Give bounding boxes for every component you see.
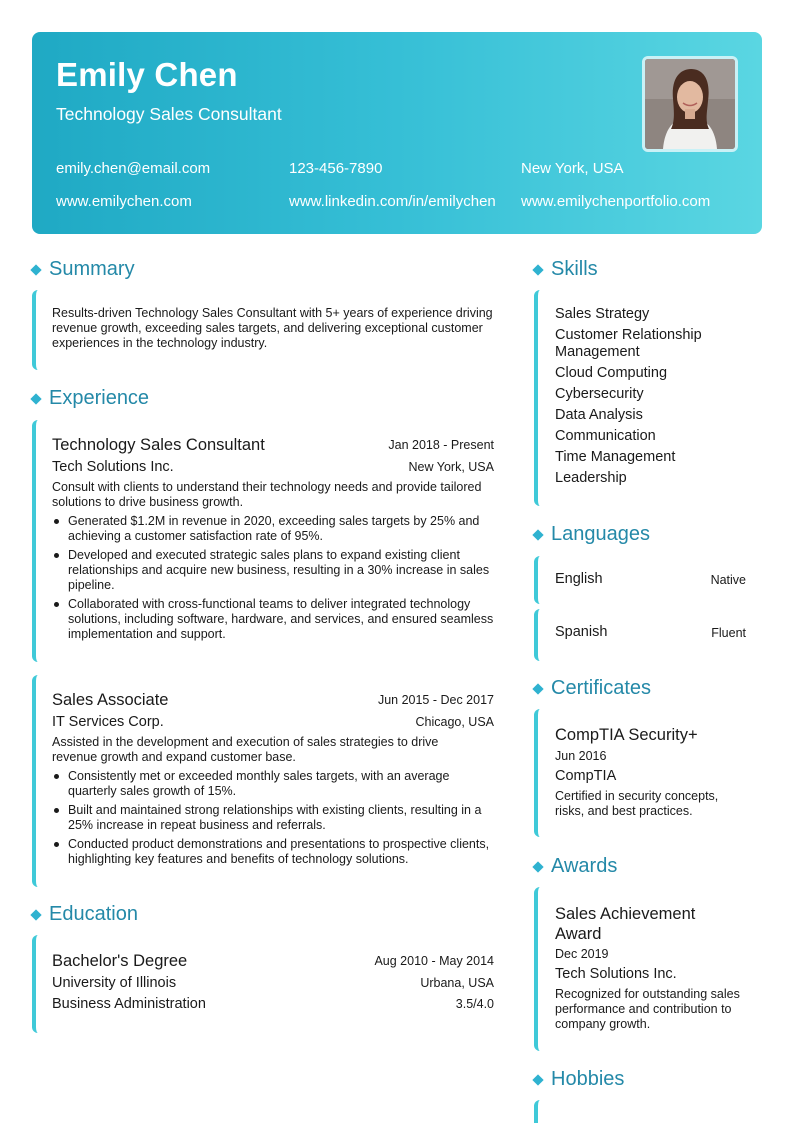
- contact-linkedin[interactable]: www.linkedin.com/in/emilychen: [289, 193, 496, 210]
- education-gpa: 3.5/4.0: [455, 997, 494, 1011]
- job-bullet: Collaborated with cross-functional teams to deliver integrated technology solutions, including software, hardware, and services, and ensured seamless implementation and support.: [52, 597, 498, 642]
- hobbies-block: [534, 1100, 762, 1123]
- header-banner: [32, 32, 762, 234]
- diamond-icon: [532, 529, 543, 540]
- experience-heading: [31, 387, 149, 410]
- certificates-heading-label: Certificates: [551, 677, 652, 699]
- job-description: Assisted in the development and execution of sales strategies to drive revenue growth and expand customer base.: [52, 735, 439, 764]
- diamond-icon: [532, 861, 543, 872]
- candidate-role: Technology Sales Consultant: [56, 104, 282, 124]
- certificates-heading: [533, 677, 651, 700]
- candidate-name: Emily Chen: [56, 56, 238, 93]
- skill-item: Sales Strategy: [555, 306, 650, 322]
- language-name: English: [555, 571, 603, 587]
- diamond-icon: [30, 909, 41, 920]
- skill-item: Data Analysis: [555, 407, 643, 423]
- contact-website[interactable]: www.emilychen.com: [56, 193, 192, 210]
- education-dates: Aug 2010 - May 2014: [374, 954, 494, 968]
- summary-heading: [31, 258, 135, 281]
- contact-phone[interactable]: 123-456-7890: [289, 160, 383, 177]
- job-bullet: Developed and executed strategic sales plans to expand existing client relationships and acquire new business, resulting in a 30% increase in sales pipeline.: [52, 548, 498, 593]
- diamond-icon: [532, 683, 543, 694]
- award-issuer: Tech Solutions Inc.: [555, 966, 677, 982]
- certificate-description: Certified in security concepts, risks, and best practices.: [555, 789, 719, 818]
- language-level: Native: [710, 573, 746, 587]
- contact-location: New York, USA: [521, 160, 624, 177]
- certificate-name: CompTIA Security+: [555, 726, 698, 744]
- summary-text: Results-driven Technology Sales Consultant with 5+ years of experience driving revenue growth, exceeding sales targets, and delivering exceptional customer experiences in the technology industry.: [52, 306, 493, 350]
- education-heading: [31, 903, 138, 926]
- award-date: Dec 2019: [555, 947, 609, 961]
- diamond-icon: [30, 393, 41, 404]
- education-field: Business Administration: [52, 996, 206, 1012]
- award-name: Sales Achievement Award: [555, 905, 696, 943]
- skill-item: Communication: [555, 428, 656, 444]
- diamond-icon: [30, 264, 41, 275]
- language-name: Spanish: [555, 624, 608, 640]
- job-location: New York, USA: [408, 460, 494, 474]
- hobbies-heading-label: Hobbies: [551, 1068, 625, 1090]
- job-bullet: Consistently met or exceeded monthly sales targets, with an average quarterly sales growth of 15%.: [52, 769, 498, 799]
- certificate-issuer: CompTIA: [555, 768, 617, 784]
- language-level: Fluent: [711, 626, 746, 640]
- summary-heading-label: Summary: [49, 258, 135, 280]
- experience-heading-label: Experience: [49, 387, 150, 409]
- job-location: Chicago, USA: [415, 715, 494, 729]
- awards-heading: [533, 855, 617, 878]
- skill-item: Time Management: [555, 449, 676, 465]
- job-title: Sales Associate: [52, 691, 169, 709]
- job-bullet: Generated $1.2M in revenue in 2020, exceeding sales targets by 25% and achieving a customer satisfaction rate of 95%.: [52, 514, 498, 544]
- contact-email[interactable]: emily.chen@email.com: [56, 160, 211, 177]
- skills-heading-label: Skills: [551, 258, 598, 280]
- skill-item: Cloud Computing: [555, 365, 668, 381]
- hobbies-heading: [533, 1068, 624, 1091]
- job-dates: Jun 2015 - Dec 2017: [377, 693, 494, 707]
- job-dates: Jan 2018 - Present: [388, 438, 494, 452]
- job-company: IT Services Corp.: [52, 714, 164, 730]
- education-heading-label: Education: [49, 903, 138, 925]
- awards-heading-label: Awards: [551, 855, 618, 877]
- job-description: Consult with clients to understand their technology needs and provide tailored solutions to drive business growth.: [52, 480, 482, 509]
- diamond-icon: [532, 1074, 543, 1085]
- job-company: Tech Solutions Inc.: [52, 459, 174, 475]
- skill-item: Leadership: [555, 470, 627, 486]
- skill-item: Customer Relationship Management: [555, 327, 702, 360]
- education-location: Urbana, USA: [420, 976, 494, 990]
- job-bullet: Conducted product demonstrations and presentations to prospective clients, highlighting key features and benefits of technology solutions.: [52, 837, 498, 867]
- languages-heading-label: Languages: [551, 523, 650, 545]
- diamond-icon: [532, 264, 543, 275]
- profile-photo: [642, 56, 738, 152]
- job-bullet: Built and maintained strong relationships with existing clients, resulting in a 25% increase in repeat business and referrals.: [52, 803, 498, 833]
- person-photo-icon: [645, 59, 735, 149]
- job-title: Technology Sales Consultant: [52, 436, 265, 454]
- certificate-date: Jun 2016: [555, 749, 607, 763]
- education-degree: Bachelor's Degree: [52, 952, 188, 970]
- skills-heading: [533, 258, 598, 281]
- award-description: Recognized for outstanding sales performance and contribution to company growth.: [555, 987, 740, 1031]
- contact-portfolio[interactable]: www.emilychenportfolio.com: [521, 193, 711, 210]
- skill-item: Cybersecurity: [555, 386, 644, 402]
- languages-heading: [533, 523, 650, 546]
- education-school: University of Illinois: [52, 975, 177, 991]
